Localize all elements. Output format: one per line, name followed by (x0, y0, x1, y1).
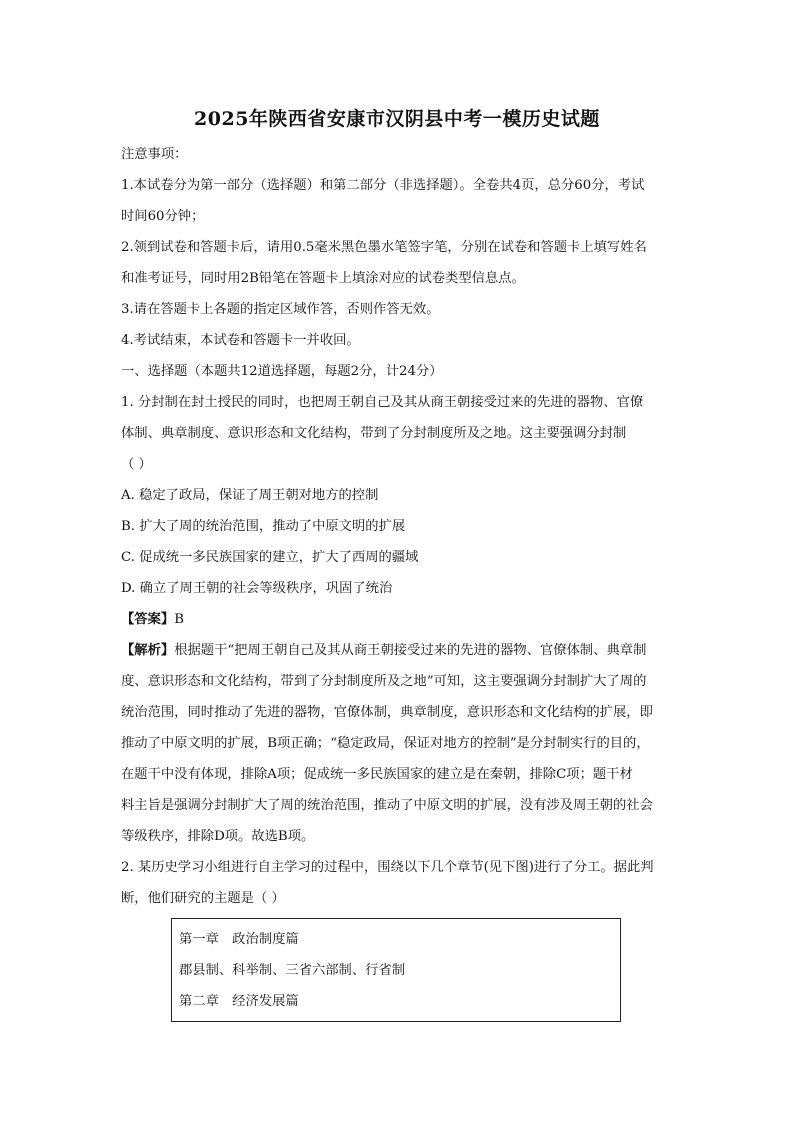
question-1-option-a: A. 稳定了政局，保证了周王朝对地方的控制 (121, 488, 379, 503)
question-1-analysis (121, 642, 681, 660)
chapter-line: 郡县制、科举制、三省六部制、行省制 (179, 963, 406, 978)
question-1-option-c: C. 促成统一多民族国家的建立，扩大了西周的疆域 (121, 550, 419, 565)
chapter-line: 第一章 政治制度篇 (179, 932, 299, 947)
question-1-answer (121, 611, 681, 629)
chapter-outline-box (171, 918, 621, 1022)
analysis-line: 等级秩序，排除D项。故选B项。 (121, 829, 315, 844)
analysis-line: 在题干中没有体现，排除A项；促成统一多民族国家的建立是在秦朝，排除C项；题干材 (121, 767, 633, 782)
answer-label: 【答案】 (121, 612, 175, 627)
chapter-line: 第二章 经济发展篇 (179, 994, 299, 1009)
answer-value: B (174, 612, 184, 627)
analysis-line: 料主旨是强调分封制扩大了周的统治范围，推动了中原文明的扩展，没有涉及周王朝的社会 (121, 798, 653, 813)
notice-line: 1.本试卷分为第一部分（选择题）和第二部分（非选择题）。全卷共4页，总分60分，考试 (121, 178, 645, 193)
notice-line: 时间60分钟； (121, 209, 205, 224)
analysis-line: 推动了中原文明的扩展，B项正确；“稳定政局，保证对地方的控制”是分封制实行的目的， (121, 736, 650, 751)
question-2-stem: 2. 某历史学习小组进行自主学习的过程中，围绕以下几个章节(见下图)进行了分工。据此判 (121, 860, 654, 875)
question-1-option-b: B. 扩大了周的统治范围，推动了中原文明的扩展 (121, 519, 406, 534)
notice-line: 3.请在答题卡上各题的指定区域作答，否则作答无效。 (121, 302, 440, 317)
analysis-text: 根据题干“把周王朝自己及其从商王朝接受过来的先进的器物、官僚体制、典章制 (174, 643, 647, 658)
page-title: 2025年陕西省安康市汉阴县中考一模历史试题 (194, 108, 600, 130)
analysis-line: 统治范围，同时推动了先进的器物，官僚体制，典章制度，意识形态和文化结构的扩展，即 (121, 705, 653, 720)
notice-heading: 注意事项： (121, 147, 188, 162)
notice-line: 4.考试结束，本试卷和答题卡一并收回。 (121, 333, 360, 348)
question-2-stem: 断，他们研究的主题是（ ） (121, 891, 285, 906)
analysis-line: 度、意识形态和文化结构，带到了分封制度所及之地”可知，这主要强调分封制扩大了周的 (121, 674, 647, 689)
question-1-option-d: D. 确立了周王朝的社会等级秩序，巩固了统治 (121, 581, 393, 596)
analysis-label: 【解析】 (121, 643, 175, 658)
question-1-stem: 体制、典章制度、意识形态和文化结构，带到了分封制度所及之地。这主要强调分封制 (121, 426, 627, 441)
question-1-stem: 1. 分封制在封土授民的同时，也把周王朝自己及其从商王朝接受过来的先进的器物、官僚 (121, 395, 644, 410)
notice-line: 2.领到试卷和答题卡后，请用0.5毫米黑色墨水笔签字笔，分别在试卷和答题卡上填写姓名 (121, 240, 647, 255)
question-1-stem: （ ） (121, 457, 152, 472)
section-heading: 一、选择题（本题共12道选择题，每题2分，计24分） (121, 364, 443, 379)
notice-line: 和准考证号，同时用2B铅笔在答题卡上填涂对应的试卷类型信息点。 (121, 271, 525, 286)
